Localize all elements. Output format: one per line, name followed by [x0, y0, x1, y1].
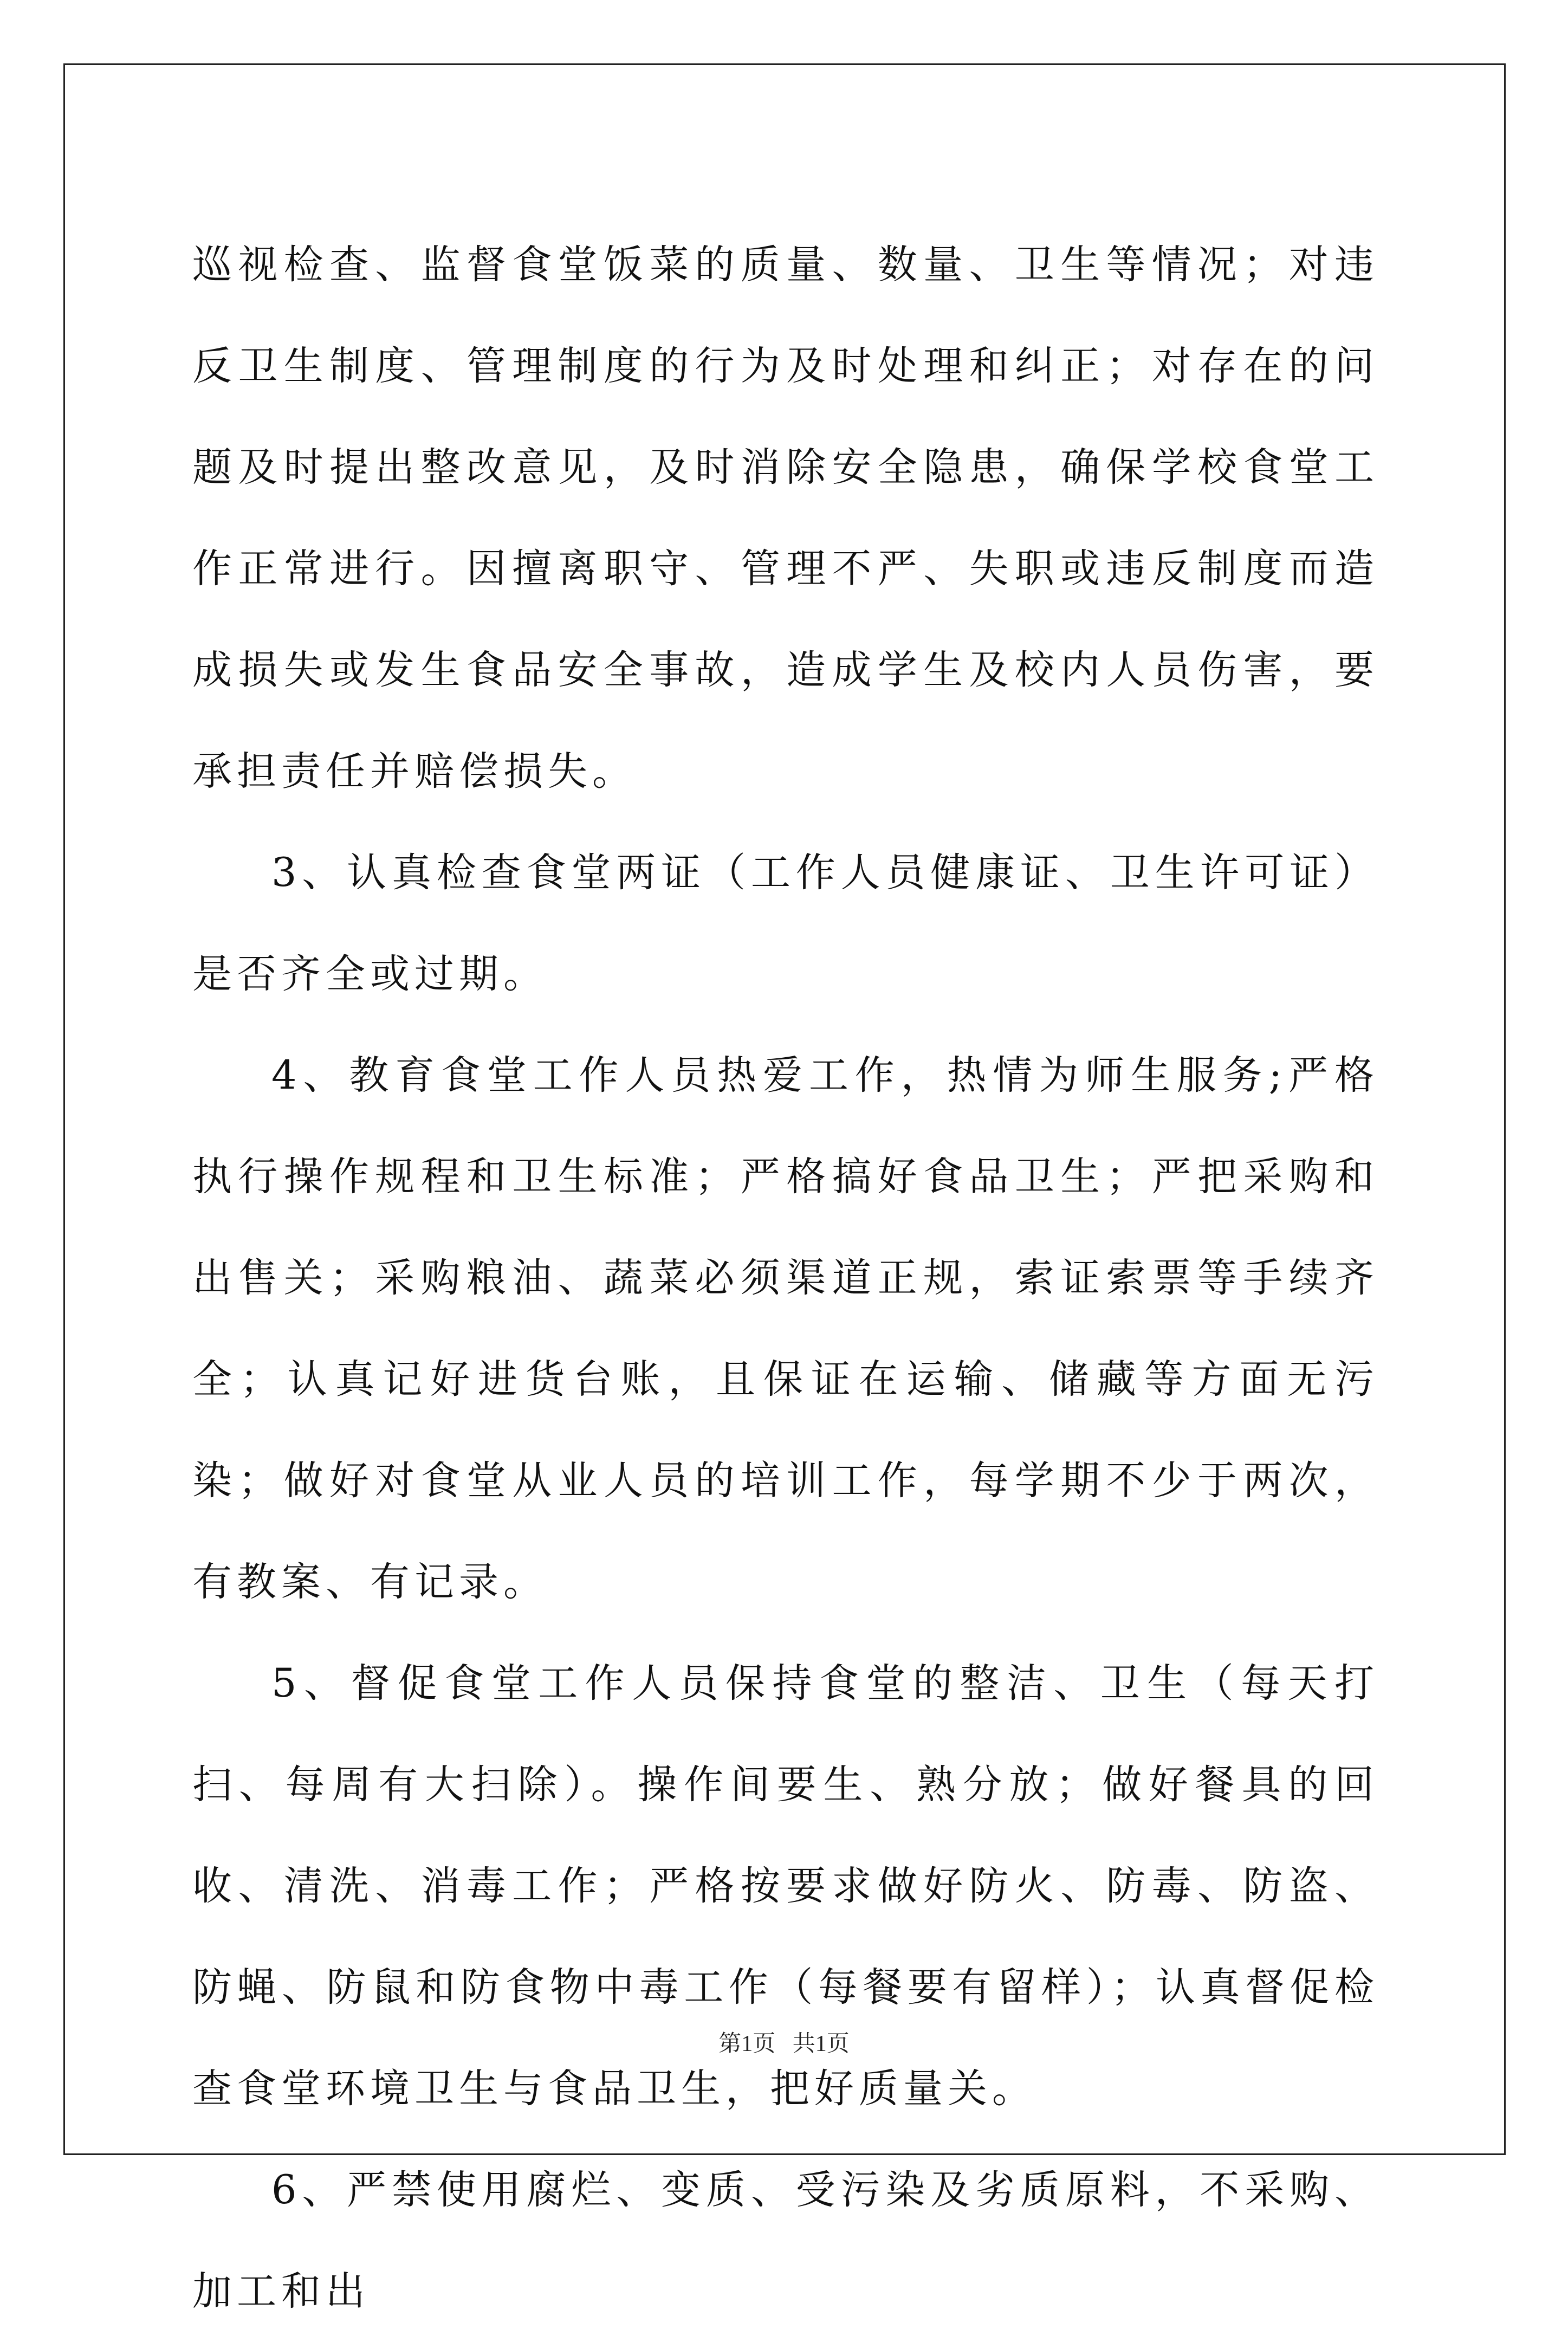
paragraph-item-4: 4、教育食堂工作人员热爱工作，热情为师生服务;严格执行操作规程和卫生标准；严格搞好食品卫生；严把采购和出售关；采购粮油、蔬菜必须渠道正规，索证索票等手续齐全；认真记好进货台账，且保证在运输、储藏等方面无污染；做好对食堂从业人员的培训工作，每学期不少于两次，有教案、有记录。 — [192, 1052, 1379, 1605]
paragraph-item-6: 6、严禁使用腐烂、变质、受污染及劣质原料，不采购、加工和出 — [192, 2167, 1379, 2314]
page-number-footer: 第1页 共1页 — [718, 2032, 850, 2056]
document-body — [192, 214, 1379, 2342]
paragraph-item-3: 3、认真检查食堂两证（工作人员健康证、卫生许可证）是否齐全或过期。 — [192, 850, 1379, 997]
paragraph-continuation: 巡视检查、监督食堂饭菜的质量、数量、卫生等情况；对违反卫生制度、管理制度的行为及时处理和纠正；对存在的问题及时提出整改意见，及时消除安全隐患，确保学校食堂工作正常进行。因擅离职守、管理不严、失职或违反制度而造成损失或发生食品安全事故，造成学生及校内人员伤害，要承担责任并赔偿损失。 — [192, 242, 1379, 794]
paragraph-item-5: 5、督促食堂工作人员保持食堂的整洁、卫生（每天打扫、每周有大扫除）。操作间要生、熟分放；做好餐具的回收、清洗、消毒工作；严格按要求做好防火、防毒、防盗、防蝇、防鼠和防食物中毒工作（每餐要有留样）；认真督促检查食堂环境卫生与食品卫生，把好质量关。 — [192, 1660, 1379, 2112]
